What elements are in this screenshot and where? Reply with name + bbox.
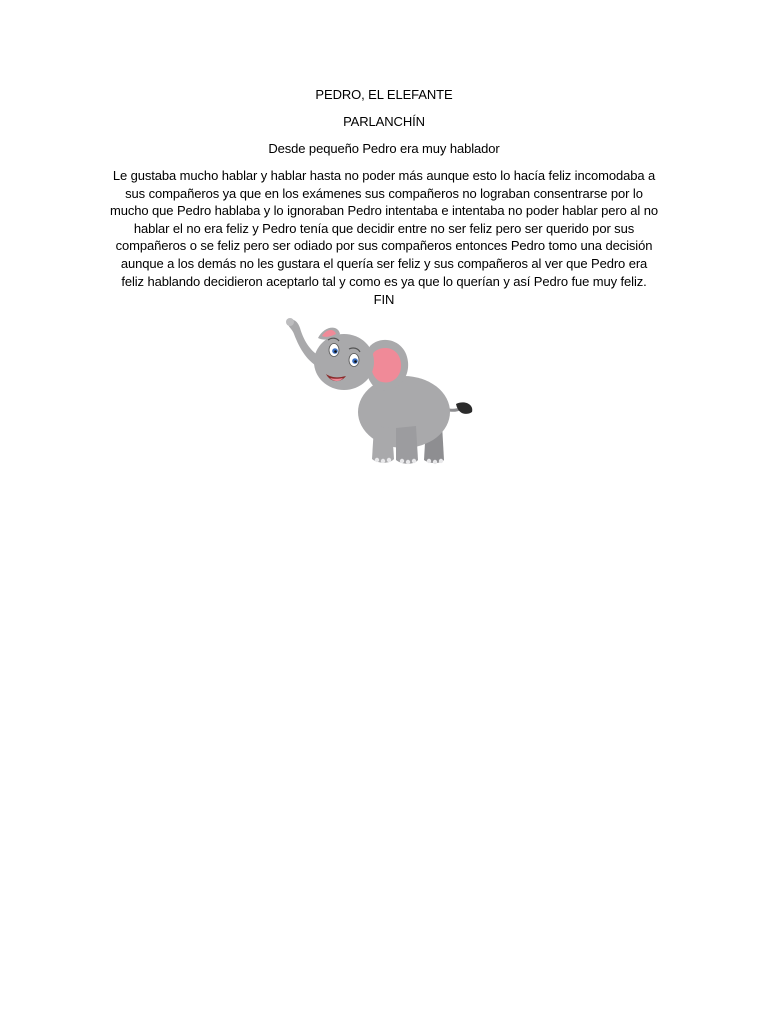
- story-title: PEDRO, EL ELEFANTE: [315, 87, 453, 102]
- elephant-illustration: [278, 316, 478, 466]
- story-ending: FIN: [373, 292, 395, 307]
- story-tagline: Desde pequeño Pedro era muy hablador: [268, 141, 500, 156]
- story-body: Le gustaba mucho hablar y hablar hasta no poder más aunque esto lo hacía feliz incomodaba a sus compañeros ya que en los exámenes sus compañeros no lograban consentrarse por lo mucho que Pedro hablaba y lo ignoraban Pedro intentaba e intentaba no poder hablar pero al no hablar el no era feliz y Pedro tenía que decidir entre no ser feliz pero ser querido por sus compañeros o se feliz pero ser odiado por sus compañeros entonces Pedro tomo una decisión aunque a los demás no les gustara el quería ser feliz y sus compañeros al ver que Pedro era feliz hablando decidieron aceptarlo tal y como es ya que lo querían y así Pedro fue muy feliz.: [110, 168, 658, 289]
- story-subtitle: PARLANCHÍN: [343, 114, 425, 129]
